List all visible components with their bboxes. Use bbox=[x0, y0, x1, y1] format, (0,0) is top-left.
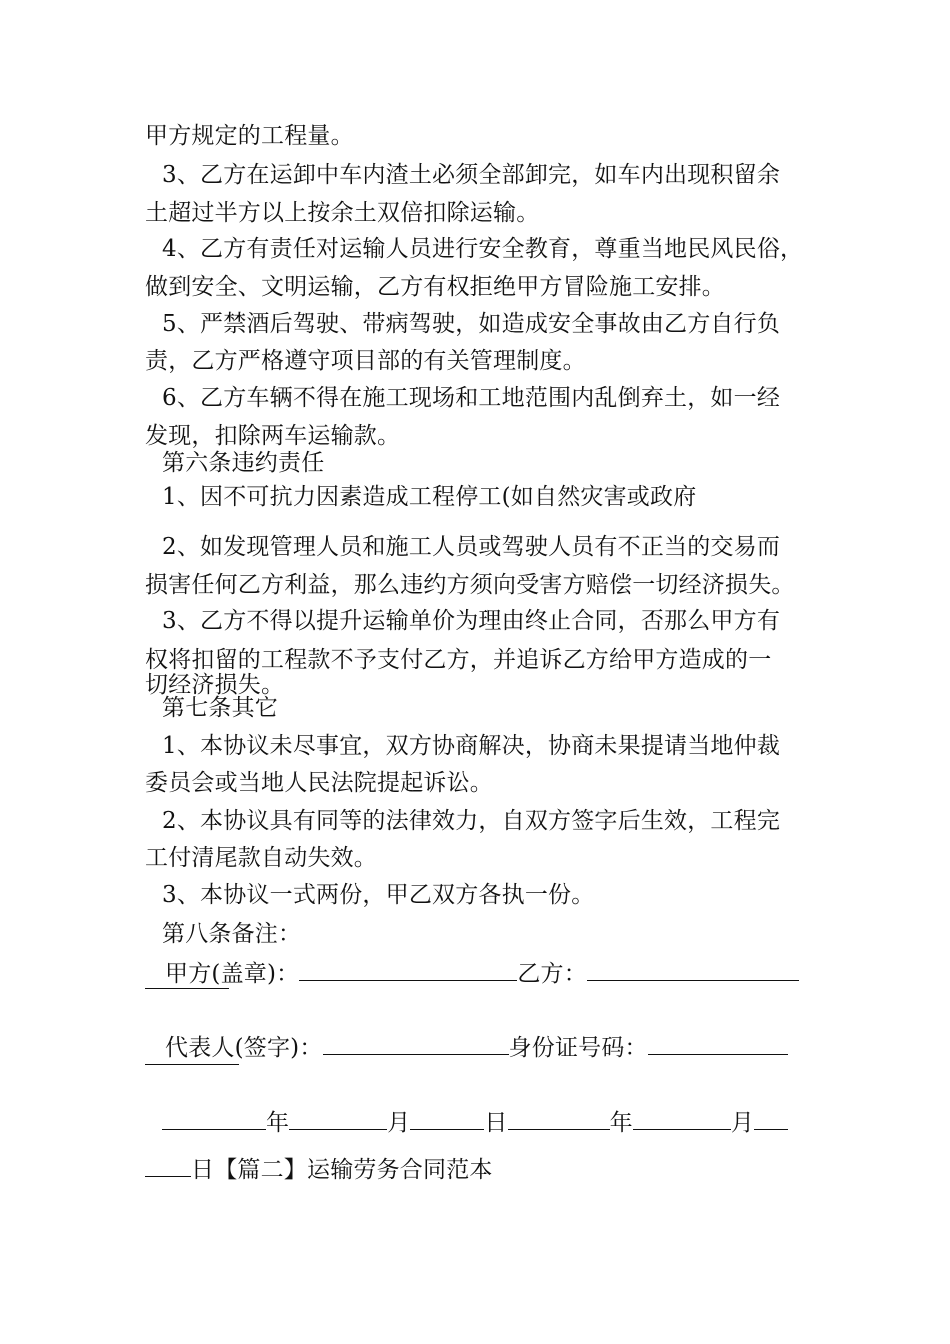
date-a-day-blank bbox=[410, 1105, 484, 1130]
paragraph-line: 3、乙方不得以提升运输单价为理由终止合同，否那么甲方有 bbox=[162, 608, 781, 634]
signature-row-party bbox=[165, 956, 799, 986]
rep-blank bbox=[323, 1030, 509, 1055]
id-blank bbox=[648, 1030, 788, 1055]
paragraph-line: 切经济损失。 bbox=[145, 672, 285, 698]
party-b-blank bbox=[587, 956, 799, 981]
paragraph-line: 3、本协议一式两份，甲乙双方各执一份。 bbox=[162, 882, 595, 908]
paragraph-line: 1、本协议未尽事宜，双方协商解决，协商未果提请当地仲裁 bbox=[162, 733, 781, 759]
section-heading: 第八条备注： bbox=[162, 921, 302, 947]
section-heading: 第七条其它 bbox=[162, 695, 278, 721]
date-b-day: 日 bbox=[191, 1157, 215, 1183]
date-a-month: 月 bbox=[387, 1110, 411, 1136]
party-b-label: 乙方： bbox=[517, 961, 587, 987]
paragraph-line: 1、因不可抗力因素造成工程停工(如自然灾害或政府 bbox=[162, 484, 697, 510]
date-b-year-blank bbox=[508, 1105, 610, 1130]
signature-row-party-wrap bbox=[145, 964, 229, 994]
paragraph-line: 4、乙方有责任对运输人员进行安全教育，尊重当地民风民俗， bbox=[162, 236, 804, 262]
party-a-label: 甲方(盖章)： bbox=[165, 961, 300, 987]
section-heading: 第六条违约责任 bbox=[162, 450, 325, 476]
paragraph-line: 工付清尾款自动失效。 bbox=[145, 845, 377, 871]
paragraph-line: 权将扣留的工程款不予支付乙方，并追诉乙方给甲方造成的一 bbox=[145, 647, 772, 673]
paragraph-line: 6、乙方车辆不得在施工现场和工地范围内乱倒弃土，如一经 bbox=[162, 385, 781, 411]
rep-label: 代表人(签字)： bbox=[165, 1035, 323, 1061]
party-b-blank-wrap bbox=[145, 964, 229, 989]
date-a-month-blank bbox=[289, 1105, 387, 1130]
signature-row-rep bbox=[165, 1030, 788, 1060]
date-b-month-blank bbox=[633, 1105, 731, 1130]
paragraph-line: 5、严禁酒后驾驶、带病驾驶，如造成安全事故由乙方自行负 bbox=[162, 311, 781, 337]
date-b-day-blank-wrap bbox=[145, 1152, 191, 1177]
paragraph-line: 做到安全、文明运输，乙方有权拒绝甲方冒险施工安排。 bbox=[145, 274, 725, 300]
paragraph-line: 3、乙方在运卸中车内渣土必须全部卸完，如车内出现积留余 bbox=[162, 162, 781, 188]
paragraph-line: 土超过半方以上按余土双倍扣除运输。 bbox=[145, 200, 540, 226]
date-a-year: 年 bbox=[266, 1110, 290, 1136]
signature-row-rep-wrap bbox=[145, 1040, 239, 1070]
paragraph-line: 甲方规定的工程量。 bbox=[145, 123, 354, 149]
paragraph-line: 发现，扣除两车运输款。 bbox=[145, 423, 401, 449]
id-blank-wrap bbox=[145, 1040, 239, 1065]
next-section-title: 【篇二】运输劳务合同范本 bbox=[214, 1157, 493, 1183]
id-label: 身份证号码： bbox=[508, 1035, 648, 1061]
party-a-blank bbox=[299, 956, 517, 981]
date-b-month: 月 bbox=[730, 1110, 755, 1136]
date-b-day-blank bbox=[754, 1105, 788, 1130]
paragraph-line: 委员会或当地人民法院提起诉讼。 bbox=[145, 770, 493, 796]
date-a-day: 日 bbox=[484, 1110, 508, 1136]
date-row-wrap bbox=[145, 1152, 493, 1182]
date-a-year-blank bbox=[162, 1105, 266, 1130]
paragraph-line: 责，乙方严格遵守项目部的有关管理制度。 bbox=[145, 348, 586, 374]
date-b-year: 年 bbox=[609, 1110, 633, 1136]
date-row bbox=[162, 1105, 788, 1135]
paragraph-line: 2、如发现管理人员和施工人员或驾驶人员有不正当的交易而 bbox=[162, 534, 781, 560]
paragraph-line: 损害任何乙方利益，那么违约方须向受害方赔偿一切经济损失。 bbox=[145, 572, 795, 598]
paragraph-line: 2、本协议具有同等的法律效力，自双方签字后生效，工程完 bbox=[162, 808, 781, 834]
